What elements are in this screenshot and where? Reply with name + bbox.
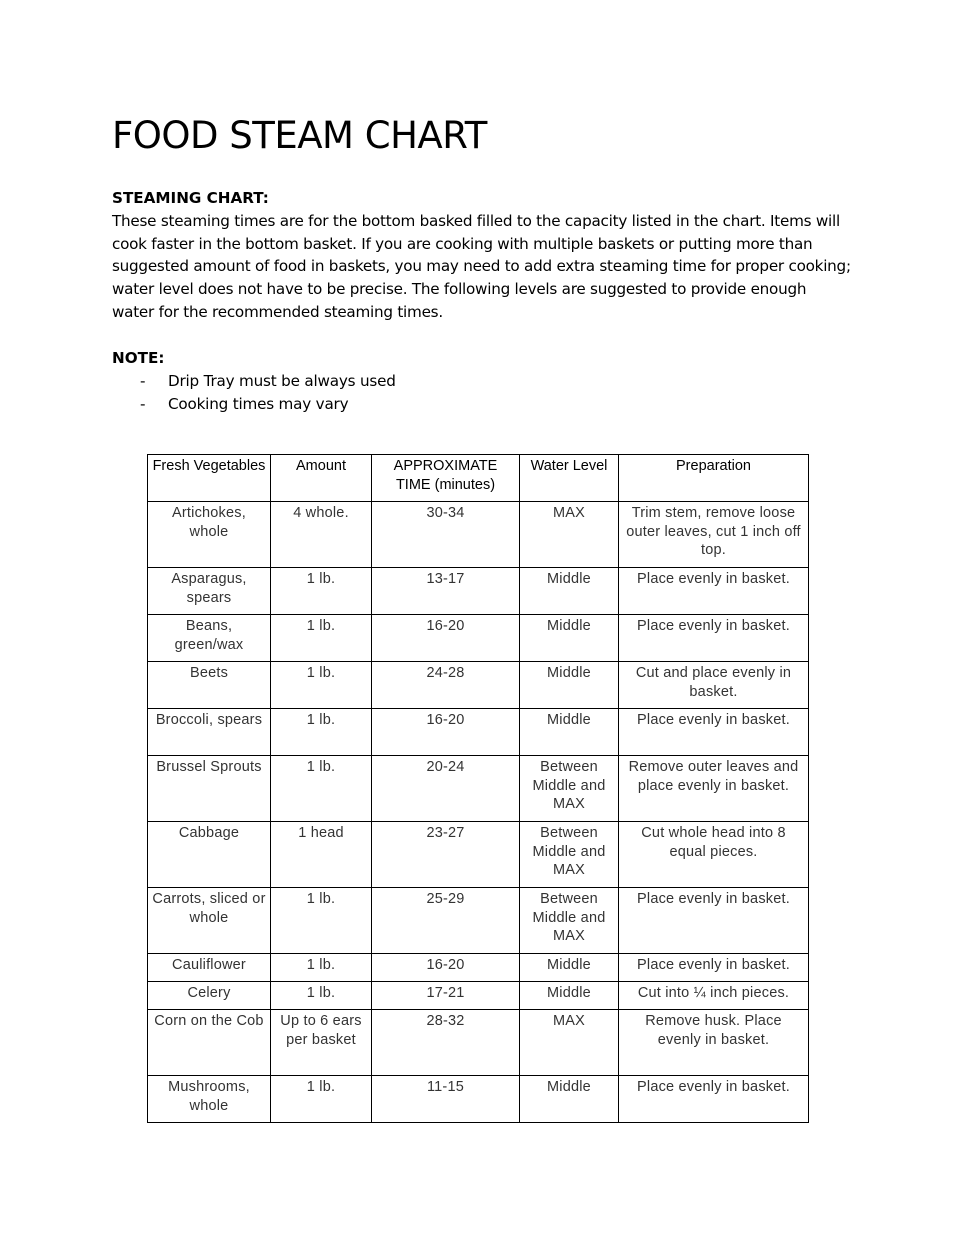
cell-amount: Up to 6 ears per basket <box>271 1010 372 1076</box>
cell-amount: 1 lb. <box>271 568 372 615</box>
steaming-paragraph: These steaming times are for the bottom basked filled to the capacity listed in the chart. Items will cook faster in the bottom basket. If you are cooking with multiple baskets or putting more than suggested amount of food in baskets, you may need to add extra steaming time for proper cooking; water level does not have to be precise. The following levels are suggested to provide enough water for the recommended steaming times. <box>112 211 851 321</box>
cell-amount: 1 lb. <box>271 982 372 1010</box>
steaming-heading: STEAMING CHART: <box>112 189 269 207</box>
cell-time: 17-21 <box>372 982 520 1010</box>
note-dash: - <box>140 372 146 390</box>
note-text: Drip Tray must be always used <box>168 372 396 390</box>
cell-water-level: Middle <box>520 615 619 662</box>
header-approximate-time: APPROXIMATE TIME (minutes) <box>372 455 520 502</box>
table-row <box>148 502 809 568</box>
cell-preparation: Remove husk. Place evenly in basket. <box>619 1010 809 1076</box>
cell-amount: 1 lb. <box>271 709 372 756</box>
cell-preparation: Cut into ¼ inch pieces. <box>619 982 809 1010</box>
cell-vegetable: Asparagus, spears <box>148 568 271 615</box>
note-text: Cooking times may vary <box>168 395 349 413</box>
cell-vegetable: Corn on the Cob <box>148 1010 271 1076</box>
cell-time: 11-15 <box>372 1076 520 1123</box>
cell-amount: 1 head <box>271 822 372 888</box>
cell-vegetable: Artichokes, whole <box>148 502 271 568</box>
cell-water-level: Between Middle and MAX <box>520 888 619 954</box>
table-row <box>148 662 809 709</box>
header-preparation: Preparation <box>619 455 809 502</box>
cell-amount: 1 lb. <box>271 1076 372 1123</box>
table-row <box>148 888 809 954</box>
cell-time: 23-27 <box>372 822 520 888</box>
note-heading: NOTE: <box>112 349 165 367</box>
cell-time: 20-24 <box>372 756 520 822</box>
cell-vegetable: Beets <box>148 662 271 709</box>
cell-preparation: Place evenly in basket. <box>619 888 809 954</box>
table-row <box>148 1010 809 1076</box>
cell-water-level: MAX <box>520 1010 619 1076</box>
cell-vegetable: Brussel Sprouts <box>148 756 271 822</box>
note-item <box>112 393 852 416</box>
note-item <box>112 370 852 393</box>
cell-vegetable: Mushrooms, whole <box>148 1076 271 1123</box>
cell-vegetable: Carrots, sliced or whole <box>148 888 271 954</box>
cell-preparation: Place evenly in basket. <box>619 709 809 756</box>
page-title: FOOD STEAM CHART <box>112 114 487 157</box>
steam-chart-table <box>147 454 809 1123</box>
cell-time: 25-29 <box>372 888 520 954</box>
cell-time: 24-28 <box>372 662 520 709</box>
cell-time: 13-17 <box>372 568 520 615</box>
cell-vegetable: Broccoli, spears <box>148 709 271 756</box>
cell-water-level: Middle <box>520 568 619 615</box>
table-row <box>148 568 809 615</box>
header-fresh-vegetables: Fresh Vegetables <box>148 455 271 502</box>
cell-time: 16-20 <box>372 954 520 982</box>
cell-water-level: Middle <box>520 709 619 756</box>
cell-amount: 1 lb. <box>271 888 372 954</box>
cell-water-level: Middle <box>520 954 619 982</box>
cell-amount: 4 whole. <box>271 502 372 568</box>
note-section <box>112 347 852 416</box>
cell-preparation: Remove outer leaves and place evenly in basket. <box>619 756 809 822</box>
table-row <box>148 1076 809 1123</box>
cell-preparation: Cut whole head into 8 equal pieces. <box>619 822 809 888</box>
cell-water-level: Middle <box>520 1076 619 1123</box>
cell-vegetable: Celery <box>148 982 271 1010</box>
cell-water-level: Middle <box>520 982 619 1010</box>
cell-preparation: Place evenly in basket. <box>619 1076 809 1123</box>
cell-time: 28-32 <box>372 1010 520 1076</box>
cell-water-level: Between Middle and MAX <box>520 822 619 888</box>
cell-water-level: Middle <box>520 662 619 709</box>
table-row <box>148 709 809 756</box>
table-header-row <box>148 455 809 502</box>
cell-water-level: MAX <box>520 502 619 568</box>
cell-amount: 1 lb. <box>271 954 372 982</box>
cell-preparation: Place evenly in basket. <box>619 568 809 615</box>
cell-vegetable: Cabbage <box>148 822 271 888</box>
cell-time: 30-34 <box>372 502 520 568</box>
cell-time: 16-20 <box>372 709 520 756</box>
table-row <box>148 756 809 822</box>
table-row <box>148 615 809 662</box>
cell-time: 16-20 <box>372 615 520 662</box>
table-row <box>148 822 809 888</box>
cell-preparation: Trim stem, remove loose outer leaves, cut 1 inch off top. <box>619 502 809 568</box>
cell-preparation: Place evenly in basket. <box>619 615 809 662</box>
cell-preparation: Cut and place evenly in basket. <box>619 662 809 709</box>
note-list <box>112 370 852 416</box>
cell-amount: 1 lb. <box>271 615 372 662</box>
cell-vegetable: Beans, green/wax <box>148 615 271 662</box>
cell-amount: 1 lb. <box>271 662 372 709</box>
cell-amount: 1 lb. <box>271 756 372 822</box>
cell-water-level: Between Middle and MAX <box>520 756 619 822</box>
header-water-level: Water Level <box>520 455 619 502</box>
table-row <box>148 954 809 982</box>
steaming-section <box>112 187 852 324</box>
cell-vegetable: Cauliflower <box>148 954 271 982</box>
cell-preparation: Place evenly in basket. <box>619 954 809 982</box>
table-row <box>148 982 809 1010</box>
note-dash: - <box>140 395 146 413</box>
header-amount: Amount <box>271 455 372 502</box>
